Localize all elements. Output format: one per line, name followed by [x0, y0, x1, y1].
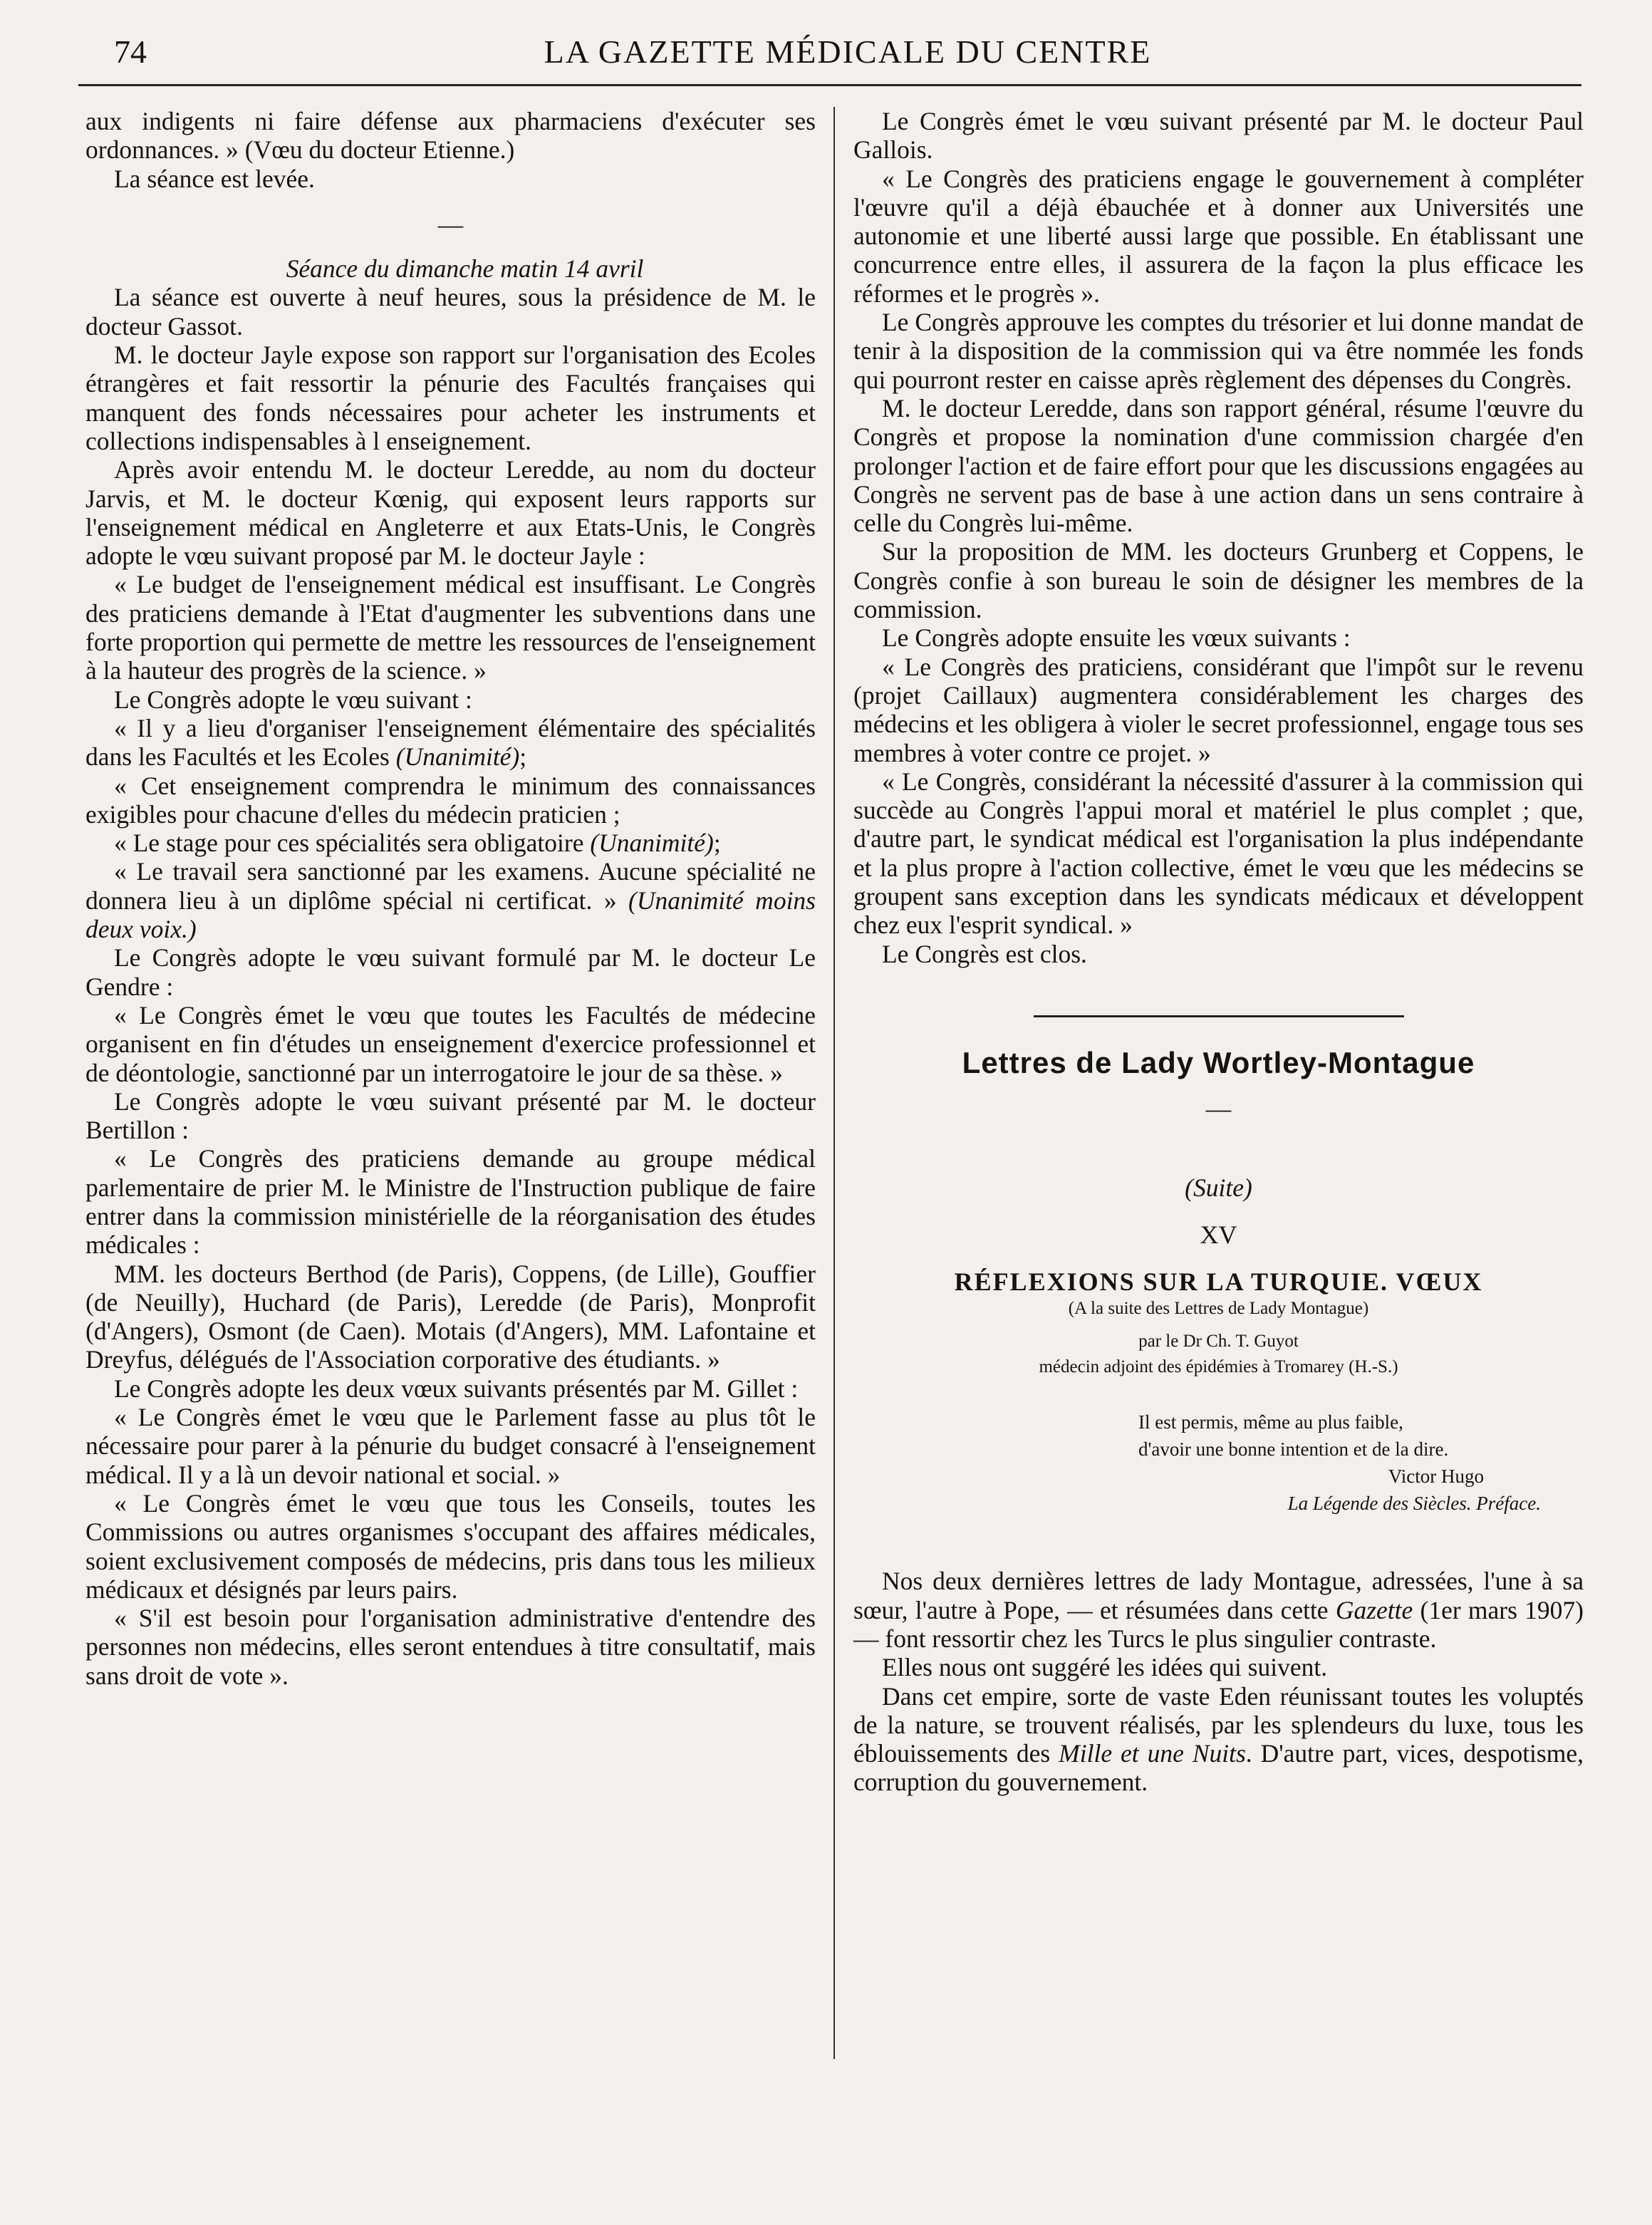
page-header	[114, 30, 1581, 84]
paragraph	[85, 829, 816, 857]
paragraph-text: ;	[713, 829, 721, 858]
left-column	[85, 107, 816, 1690]
epigraph-line: Il est permis, même au plus faible,	[1138, 1411, 1403, 1433]
spacer	[853, 1517, 1584, 1567]
paragraph: Elles nous ont suggéré les idées qui suivent.	[882, 1653, 1328, 1682]
paragraph: MM. les docteurs Berthod (de Paris), Coppens, (de Lille), Gouffier (de Neuilly), Huchard (de Paris), Leredde (de Paris), Monprofit (d'Angers), Osmont (de Caen). Motais (d'Angers), MM. Lafontaine et Dreyfus, délégués de l'Association corporative des étudiants. »	[85, 1259, 816, 1374]
paragraph: Le Congrès adopte ensuite les vœux suivants :	[882, 623, 1351, 653]
paragraph-italic: (Unanimité)	[590, 829, 714, 858]
paragraph-text: « Le travail sera sanctionné par les examens. Aucune spécialité ne donnera lieu à un diplôme spécial ni certificat. »	[85, 857, 816, 915]
paragraph-italic: Mille et une Nuits	[1059, 1739, 1246, 1768]
chapter-title: RÉFLEXIONS SUR LA TURQUIE. VŒUX	[954, 1267, 1483, 1297]
paragraph-text: (1er mars 1907) — font ressortir chez les Turcs le plus singulier contraste.	[853, 1595, 1584, 1653]
paragraph	[853, 1567, 1584, 1653]
header-rule	[78, 84, 1581, 86]
paragraph: « Le Congrès des praticiens engage le gouvernement à compléter l'œuvre qu'il a déjà ébauchée et à donner aux Universités une autonomie et une liberté aussi large que possible. En établissant une concurrence entre elles, il assurera de la façon la plus efficace les réformes et le progrès ».	[853, 164, 1584, 308]
paragraph: La séance est ouverte à neuf heures, sous la présidence de M. le docteur Gassot.	[85, 283, 816, 341]
paragraph: Le Congrès est clos.	[882, 939, 1087, 968]
paragraph-italic: (Unanimité moins deux voix.)	[85, 886, 816, 944]
paragraph: « Le Congrès émet le vœu que toutes les Facultés de médecine organisent en fin d'études un enseignement d'exercice professionnel et de déontologie, sanctionné par un interrogatoire le jour de sa thèse. »	[85, 1000, 816, 1087]
paragraph: « Le Congrès émet le vœu que le Parlement fasse au plus tôt le nécessaire pour parer à la pénurie du budget consacré à l'enseignement médical. Il y a là un devoir national et social. »	[85, 1403, 816, 1489]
paragraph-text: « Il y a lieu d'organiser l'enseignement élémentaire des spécialités dans les Facultés et les Ecoles	[85, 713, 816, 772]
paragraph: « Le Congrès émet le vœu que tous les Conseils, toutes les Commissions ou autres organismes s'occupant des affaires médicales, soient exclusivement composés de médecins, pris dans tous les milieux médicaux et désignés par leurs pairs.	[85, 1488, 816, 1604]
paragraph-italic: Gazette	[1335, 1595, 1413, 1624]
suite-label: (Suite)	[1185, 1173, 1252, 1202]
title-divider: —	[1205, 1094, 1232, 1124]
paragraph	[853, 1682, 1584, 1797]
paragraph-text: Dans cet empire, sorte de vaste Eden réunissant toutes les voluptés de la nature, se trouvent réalisés, par les splendeurs du luxe, tous les éblouissements des	[853, 1681, 1584, 1768]
paragraph: La séance est levée.	[114, 164, 315, 193]
paragraph: « S'il est besoin pour l'organisation administrative d'entendre des personnes non médecins, elles seront entendues à titre consultatif, mais sans droit de vote ».	[85, 1604, 816, 1690]
paragraph: Après avoir entendu M. le docteur Leredde, au nom du docteur Jarvis, et M. le docteur Kœnig, qui exposent leurs rapports sur l'enseignement médical en Angleterre et aux Etats-Unis, le Congrès adopte le vœu suivant proposé par M. le docteur Jayle :	[85, 455, 816, 571]
epigraph	[853, 1409, 1584, 1517]
epigraph-author: Victor Hugo	[1388, 1466, 1484, 1488]
column-rule	[833, 107, 835, 2059]
paragraph: « Le Congrès des praticiens, considérant que l'impôt sur le revenu (projet Caillaux) augmentera considérablement les charges des médecins et les obligera à violer le secret professionnel, engage tous ses membres à voter contre ce projet. »	[853, 652, 1584, 767]
section-rule	[1034, 1015, 1404, 1017]
paragraph: Le Congrès adopte le vœu suivant présenté par M. le docteur Bertillon :	[85, 1086, 816, 1145]
paragraph: M. le docteur Leredde, dans son rapport général, résume l'œuvre du Congrès et propose la nomination d'une commission chargée d'en prolonger l'action et de faire effort pour que les discussions engagées au Congrès ne servent pas de base à une action dans un sens contraire à celle du Congrès lui-même.	[853, 393, 1584, 538]
paragraph: M. le docteur Jayle expose son rapport sur l'organisation des Ecoles étrangères et fait ressortir la pénurie des Facultés françaises qui manquent des fonds nécessaires pour acheter les instruments et collections indispensables à l enseignement.	[85, 341, 816, 455]
epigraph-source: La Légende des Siècles. Préface.	[1287, 1493, 1541, 1515]
paragraph-text: « Le stage pour ces spécialités sera obligatoire	[114, 829, 591, 858]
paragraph-text: . D'autre part, vices, despotisme, corruption du gouvernement.	[853, 1739, 1584, 1797]
chapter-subtitle: (A la suite des Lettres de Lady Montague)	[1068, 1299, 1369, 1319]
paragraph: Sur la proposition de MM. les docteurs Grunberg et Coppens, le Congrès confie à son bureau le soin de désigner les membres de la commission.	[853, 537, 1584, 624]
paragraph: « Le Congrès, considérant la nécessité d'assurer à la commission qui succède au Congrès l'appui moral et matériel le plus complet ; que, d'autre part, le syndicat médical est l'organisation la plus indépendante et la plus propre à l'action collective, émet le vœu que les médecins se groupent sans exception dans les syndicats médicaux et développent chez eux l'esprit syndical. »	[853, 767, 1584, 940]
paragraph: Le Congrès adopte le vœu suivant formulé par M. le docteur Le Gendre :	[85, 943, 816, 1001]
paragraph-text: Nos deux dernières lettres de lady Montague, adressées, l'une à sa sœur, l'autre à Pope, — et résumées dans cette	[853, 1567, 1584, 1624]
byline-role: médecin adjoint des épidémies à Tromarey (H.-S.)	[1039, 1357, 1398, 1377]
paragraph	[85, 857, 816, 943]
page-number: 74	[114, 33, 147, 70]
paragraph-text: ;	[519, 742, 527, 772]
paragraph: Le Congrès émet le vœu suivant présenté par M. le docteur Paul Gallois.	[853, 107, 1584, 165]
paragraph	[85, 714, 816, 772]
chapter-number: XV	[1200, 1220, 1237, 1249]
gazette-title: LA GAZETTE MÉDICALE DU CENTRE	[544, 33, 1152, 70]
paragraph: Le Congrès adopte les deux vœux suivants présentés par M. Gillet :	[114, 1374, 799, 1403]
session-title: Séance du dimanche matin 14 avril	[286, 254, 644, 284]
paragraph: aux indigents ni faire défense aux pharmaciens d'exécuter ses ordonnances. » (Vœu du docteur Etienne.)	[85, 107, 816, 165]
epigraph-line: d'avoir une bonne intention et de la dire.	[1138, 1438, 1449, 1461]
paragraph: Le Congrès approuve les comptes du trésorier et lui donne mandat de tenir à la disposition de la commission qui va être nommée les fonds qui pourront rester en caisse après règlement des dépenses du Congrès.	[853, 308, 1584, 394]
byline: par le Dr Ch. T. Guyot	[1138, 1332, 1299, 1352]
article-title: Lettres de Lady Wortley-Montague	[962, 1045, 1475, 1079]
paragraph: « Le budget de l'enseignement médical est insuffisant. Le Congrès des praticiens demande à l'Etat d'augmenter les subventions dans une forte proportion qui permette de mettre les ressources de l'enseignement à la hauteur des progrès de la science. »	[85, 570, 816, 685]
paragraph: « Cet enseignement comprendra le minimum des connaissances exigibles pour chacune d'elles du médecin praticien ;	[85, 771, 816, 829]
paragraph: Le Congrès adopte le vœu suivant :	[114, 685, 472, 714]
right-column	[853, 107, 1584, 1797]
paragraph: « Le Congrès des praticiens demande au groupe médical parlementaire de prier M. le Ministre de l'Instruction publique de faire entrer dans la commission ministérielle de la réorganisation des études médicales :	[85, 1144, 816, 1260]
section-divider: —	[437, 209, 464, 239]
paragraph-italic: (Unanimité)	[395, 742, 520, 772]
